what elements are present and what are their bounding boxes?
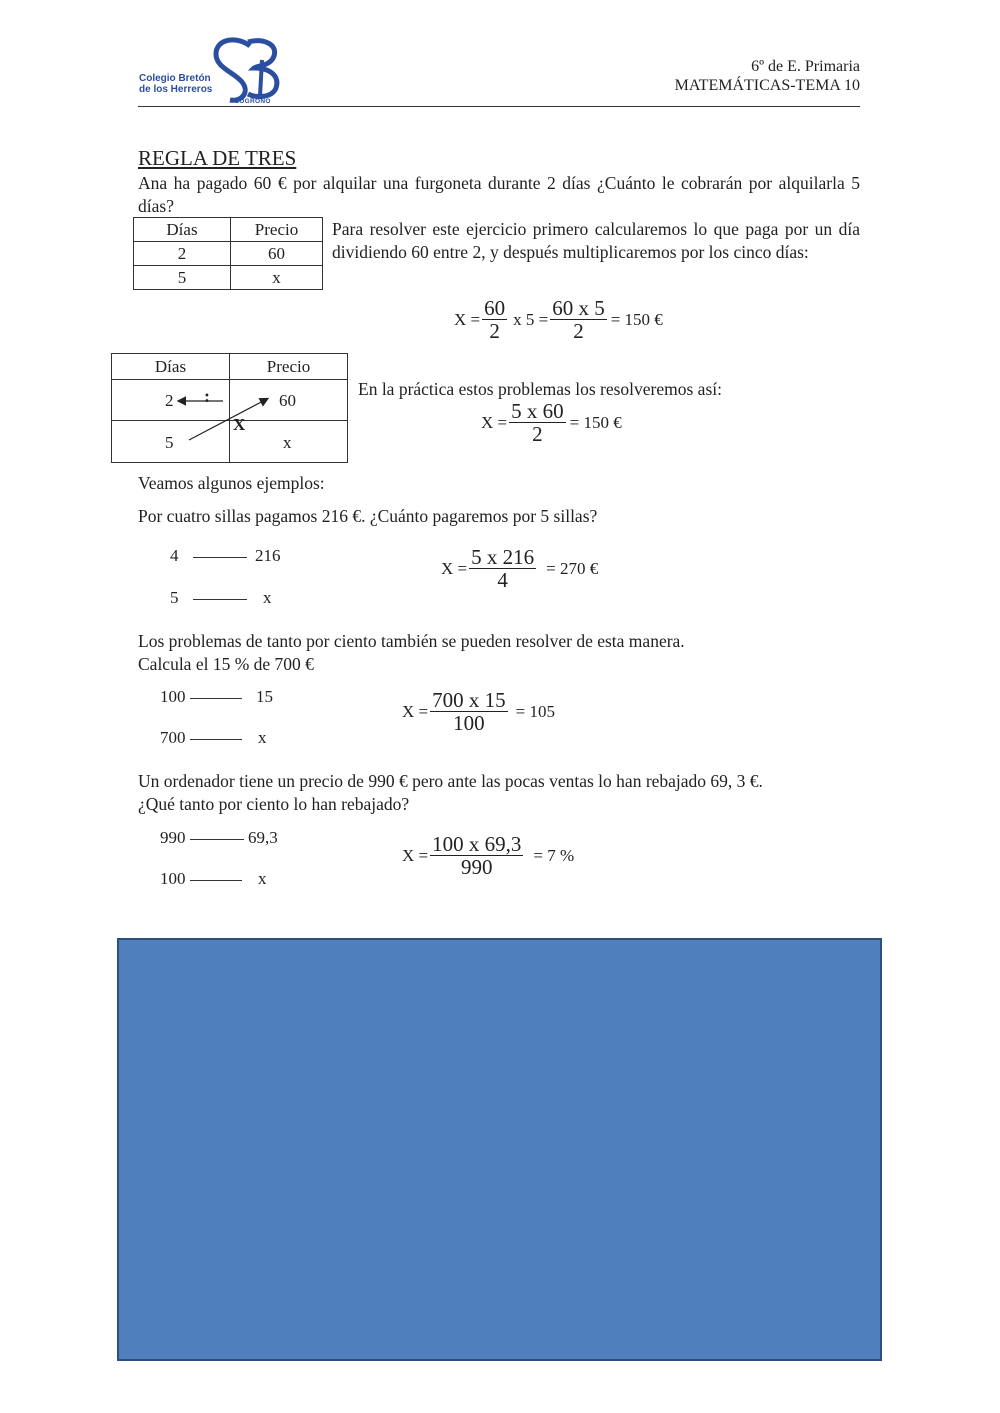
proportion-value: 216 [255, 546, 281, 565]
practice-text: En la práctica estos problemas los resolveremos así: [358, 379, 722, 399]
table2-cell: 60 [279, 391, 296, 410]
formula-2 [481, 400, 622, 445]
proportion-value: 5 [170, 588, 179, 607]
fraction-numerator: 60 x 5 [552, 296, 605, 320]
formula5-lhs: X = [402, 845, 429, 865]
example3-proportion [160, 827, 278, 890]
example2-proportion [160, 686, 273, 749]
fraction-numerator: 5 x 216 [471, 545, 535, 569]
proportion-dash [190, 880, 242, 881]
formula4-result: = 105 [515, 701, 555, 721]
percent-intro: Los problemas de tanto por ciento también se pueden resolver de esta manera. [138, 631, 685, 651]
formula1-fraction-b [550, 297, 607, 342]
logo-text [139, 73, 212, 95]
explanation-text: Para resolver este ejercicio primero calcularemos lo que paga por un día dividiendo 60 entre 2, y después multiplicaremos por los cinco días: [332, 219, 860, 262]
proportion-dash [193, 599, 247, 600]
table1-cell: 5 [134, 266, 231, 290]
proportion-value: x [258, 728, 267, 747]
arrows-icon [111, 353, 348, 462]
formula4-lhs: X = [402, 701, 429, 721]
formula-3 [441, 546, 598, 591]
fraction-denominator: 990 [461, 855, 493, 880]
table1-cell: 2 [134, 242, 231, 266]
cross-multiplication-diagram [111, 353, 348, 462]
proportion-value: 990 [160, 828, 186, 847]
fraction-denominator: 100 [453, 711, 485, 736]
division-colon: : [204, 386, 210, 406]
example3-question-line2: ¿Qué tanto por ciento lo han rebajado? [138, 794, 410, 814]
logo-line2: de los Herreros [139, 84, 213, 95]
formula-5 [402, 833, 574, 878]
subject-label: MATEMÁTICAS-TEMA 10 [674, 77, 860, 94]
blue-answer-box [117, 938, 882, 1361]
multiplication-x: X [233, 415, 246, 434]
logo-line1: Colegio Bretón [139, 73, 211, 84]
example1-proportion [170, 545, 281, 609]
table2-cell: 5 [165, 433, 174, 452]
proportion-value: x [258, 869, 267, 888]
table2-cell: x [283, 433, 292, 452]
proportion-dash [193, 557, 247, 558]
proportion-value: 100 [160, 687, 186, 706]
proportion-value: 4 [170, 546, 179, 565]
example2-question: Calcula el 15 % de 700 € [138, 654, 314, 674]
proportion-dash [190, 739, 242, 740]
formula1-multiplier: x 5 = [513, 309, 549, 329]
formula2-result: = 150 € [569, 412, 622, 432]
table2-header-price: Precio [230, 354, 348, 380]
example3-question-line1: Un ordenador tiene un precio de 990 € pero ante las pocas ventas lo han rebajado 69, 3 €. [138, 771, 763, 791]
fraction-denominator: 2 [573, 319, 584, 344]
intro-text: Ana ha pagado 60 € por alquilar una furgoneta durante 2 días ¿Cuánto le cobrarán por alquilarla 5 días? [138, 173, 860, 216]
formula5-result: = 7 % [533, 845, 575, 865]
table2-header-days: Días [112, 354, 230, 380]
formula-1 [454, 297, 663, 342]
fraction-denominator: 2 [532, 422, 543, 447]
logo-city: LOGROÑO [235, 98, 271, 105]
header-divider [138, 106, 860, 107]
fraction-numerator: 700 x 15 [432, 688, 506, 712]
example1-question: Por cuatro sillas pagamos 216 €. ¿Cuánto pagaremos por 5 sillas? [138, 506, 598, 526]
table2-cell: 2 [165, 391, 174, 410]
table1-header-price: Precio [231, 218, 323, 242]
formula5-fraction [430, 833, 523, 878]
formula2-lhs: X = [481, 412, 508, 432]
proportion-value: 700 [160, 728, 186, 747]
proportion-value: x [263, 588, 272, 607]
formula3-result: = 270 € [546, 558, 599, 578]
proportion-value: 69,3 [248, 828, 278, 847]
formula-4 [402, 689, 555, 734]
page-title: REGLA DE TRES [138, 146, 297, 170]
fraction-denominator: 4 [497, 568, 508, 593]
table1-cell: x [231, 266, 323, 290]
fraction-denominator: 2 [489, 319, 500, 344]
formula1-fraction-a [482, 297, 507, 342]
fraction-numerator: 5 x 60 [511, 399, 564, 423]
formula4-fraction [430, 689, 508, 734]
formula1-lhs: X = [454, 309, 481, 329]
proportion-dash [190, 698, 242, 699]
formula3-fraction [469, 546, 536, 591]
proportion-value: 15 [256, 687, 273, 706]
grade-label: 6º de E. Primaria [751, 58, 860, 75]
examples-intro: Veamos algunos ejemplos: [138, 473, 325, 493]
table1-header-days: Días [134, 218, 231, 242]
proportion-value: 100 [160, 869, 186, 888]
formula1-result: = 150 € [610, 309, 663, 329]
fraction-numerator: 60 [484, 296, 506, 320]
formula2-fraction [509, 400, 566, 445]
table1-cell: 60 [231, 242, 323, 266]
data-table-1 [133, 217, 323, 290]
formula3-lhs: X = [441, 558, 468, 578]
fraction-numerator: 100 x 69,3 [432, 832, 522, 856]
proportion-dash [190, 839, 244, 840]
